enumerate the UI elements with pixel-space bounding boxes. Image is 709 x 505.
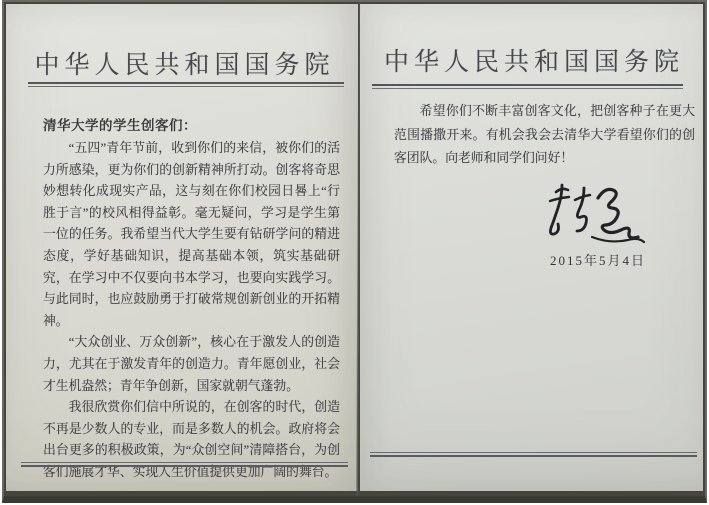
letter-photo-frame — [2, 0, 707, 503]
letterhead-title-page1: 中华人民共和国国务院 — [34, 52, 335, 79]
letter-date: 2015年5月4日 — [550, 253, 647, 268]
letter-body-page1 — [43, 138, 340, 484]
signature-stroke — [577, 188, 586, 231]
letterhead-rule-page2 — [372, 84, 683, 89]
paragraph-1: “五四”青年节前，收到你们的来信，被你们的活力所感染，更为你们的创新精神所打动。创客将奇思妙想转化成现实产品，这与刻在你们校园日晷上“行胜于言”的校风相得益彰。毫无疑问，学习是学生第一位的任务。我希望当代大学生要有钻研学问的精进态度，学好基础知识，提高基础本领，筑实基础研究，在学习中不仅要向书本学习，也要向实践学习。与此同时，也应鼓励勇于打破常规创新创业的开拓精神。 — [43, 141, 340, 328]
letterhead-title-page2: 中华人民共和国国务院 — [383, 49, 684, 76]
letter-page-2 — [360, 4, 703, 491]
footer-rule-page1 — [21, 462, 348, 467]
signature-stroke — [598, 189, 638, 238]
paragraph-2: “大众创业、万众创新”，核心在于激发人的创造力，尤其在于激发青年的创造力。青年愿创业，社会才生机盎然；青年争创新，国家就朝气蓬勃。 — [43, 335, 340, 393]
footer-rule-page2 — [370, 452, 697, 457]
letterhead-rule-page1 — [28, 82, 344, 87]
letter-page-1 — [6, 4, 358, 491]
handwritten-signature-icon — [542, 180, 646, 246]
paragraph-3: 我很欣赏你们信中所说的，在创客的时代，创造不再是少数人的专业，而是多数人的机会。政府将会出台更多的积极政策，为“众创空间”清障搭台，为创客们施展才华、实现人生价值提供更加广阔的舞台。 — [43, 400, 340, 479]
paragraph-4: 希望你们不断丰富创客文化，把创客种子在更大范围播撒开来。有机会我会去清华大学看望你们的创客团队。向老师和同学们问好！ — [394, 104, 695, 165]
salutation: 清华大学的学生创客们： — [43, 118, 197, 133]
